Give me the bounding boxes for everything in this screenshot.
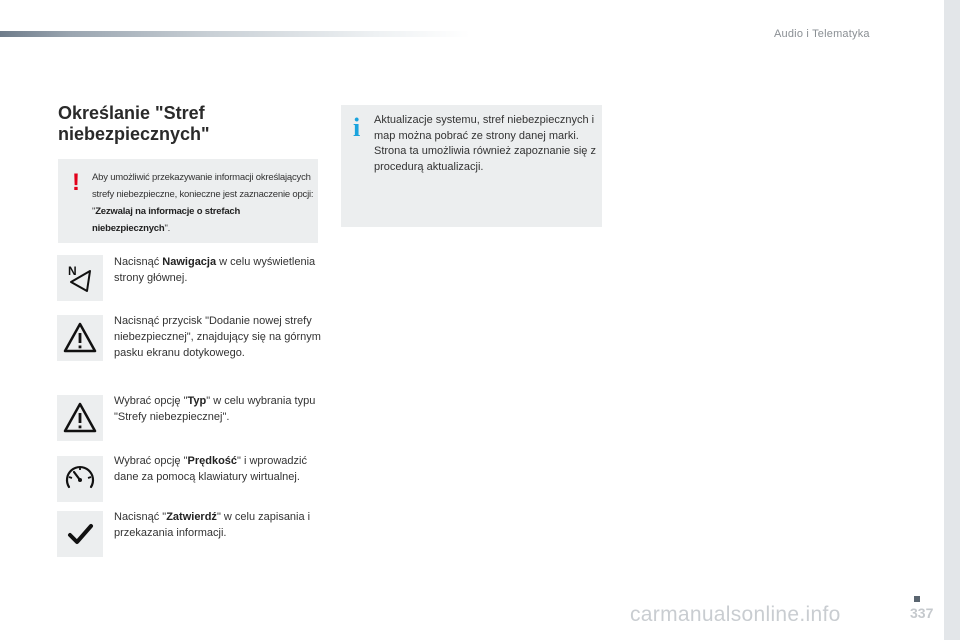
- step-2-text: Nacisnąć przycisk "Dodanie nowej strefy niebezpiecznej", znajdujący się na górnym pasku ekranu dotykowego.: [114, 315, 321, 359]
- warning-triangle-icon: [57, 315, 103, 361]
- page-marker: [914, 596, 920, 602]
- exclamation-icon: !: [72, 169, 80, 196]
- watermark: carmanualsonline.info: [630, 603, 841, 626]
- info-icon: i: [353, 113, 361, 142]
- header-stripe: [0, 31, 470, 37]
- page-title: Określanie "Stref niebezpiecznych": [58, 103, 210, 144]
- info-box: [341, 105, 602, 227]
- navigation-icon: [57, 255, 103, 301]
- info-line-2: Strona ta umożliwia również zapoznanie się z procedurą aktualizacji.: [374, 145, 596, 173]
- warning-option-name: Zezwalaj na informacje o strefach niebezpiecznych: [92, 206, 241, 234]
- info-text: [374, 113, 596, 175]
- warning-box: [58, 159, 318, 243]
- step-4-text: Wybrać opcję "Prędkość" i wprowadzić dane za pomocą klawiatury wirtualnej.: [114, 455, 307, 483]
- info-line-1: Aktualizacje systemu, stref niebezpiecznych i map można pobrać ze strony danej marki.: [374, 114, 595, 142]
- warning-text: Aby umożliwić przekazywanie informacji określających strefy niebezpieczne, konieczne jest zaznaczenie opcji: "Zezwalaj na informacje o strefach niebezpiecznych".: [92, 172, 314, 234]
- speedometer-icon: [57, 456, 103, 502]
- step-3-text: Wybrać opcję "Typ" w celu wybrania typu "Strefy niebezpiecznej".: [114, 395, 316, 423]
- checkmark-icon: [57, 511, 103, 557]
- section-name: Audio i Telematyka: [774, 28, 870, 40]
- svg-text:N: N: [68, 264, 77, 278]
- step-1-text: Nacisnąć Nawigacja w celu wyświetlenia strony głównej.: [114, 256, 316, 284]
- page-edge-bar: [944, 0, 960, 640]
- page-number: 337: [910, 605, 934, 621]
- warning-triangle-icon: [57, 395, 103, 441]
- step-5-text: Nacisnąć "Zatwierdź" w celu zapisania i przekazania informacji.: [114, 511, 311, 539]
